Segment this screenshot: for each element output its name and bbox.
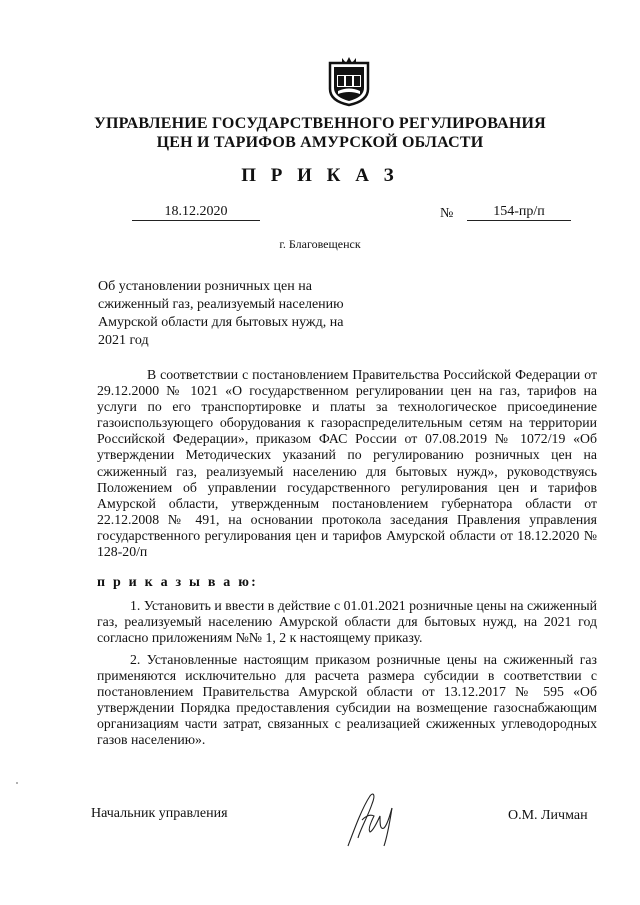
order-word: п р и к а з ы в а ю: xyxy=(97,575,258,590)
signature-icon xyxy=(340,790,406,850)
signatory-name: О.М. Личман xyxy=(508,808,588,823)
order-item-2: 2. Установленные настоящим приказом розничные цены на сжиженный газ применяются исключительно для расчета размера субсидии в соответствии с постановлением Правительства Амурской области от 13.12.2017 № 595 «Об утверждении Порядка предоставления субсидии на возмещение газоснабжающим организациям части затрат, связанных с реализацией сжиженных углеводородных газов населению». xyxy=(97,652,597,748)
document-number: 154-пр/п xyxy=(467,203,571,221)
document-type-title: П Р И К А З xyxy=(241,165,399,186)
scan-dot-mark xyxy=(14,780,20,786)
city: г. Благовещенск xyxy=(279,237,361,251)
preamble-paragraph: В соответствии с постановлением Правительства Российской Федерации от 29.12.2000 № 1021 «О государственном регулировании цен на газ, тарифов на услуги по его транспортировке и платы за технологическое присоединение газоиспользующего оборудования к газораспределительным сетям на территории Российской Федерации», приказом ФАС России от 07.08.2019 № 1072/19 «Об утверждении Методических указаний по регулированию розничных цен на сжиженный газ, реализуемый населению для бытовых нужд», руководствуясь Положением об управлении государственного регулирования цен и тарифов Амурской области, утвержденным постановлением губернатора области от 22.12.2008 № 491, на основании протокола заседания Правления управления государственного регулирования цен и тарифов Амурской области от 18.12.2020 № 128-20/п xyxy=(97,367,597,560)
signatory-title: Начальник управления xyxy=(91,806,228,821)
coat-of-arms-icon xyxy=(326,55,372,107)
organization-name xyxy=(60,114,580,152)
org-line-2: ЦЕН И ТАРИФОВ АМУРСКОЙ ОБЛАСТИ xyxy=(156,134,484,151)
org-line-1: УПРАВЛЕНИЕ ГОСУДАРСТВЕННОГО РЕГУЛИРОВАНИЯ xyxy=(94,115,546,132)
number-label: № xyxy=(440,206,454,221)
order-item-1: 1. Установить и ввести в действие с 01.01.2021 розничные цены на сжиженный газ, реализуемый населению Амурской области для бытовых нужд, на 2021 год согласно приложениям №№ 1, 2 к настоящему приказу. xyxy=(97,598,597,646)
document-date: 18.12.2020 xyxy=(132,203,260,221)
document-subject: Об установлении розничных цен на сжиженный газ, реализуемый населению Амурской области для бытовых нужд, на 2021 год xyxy=(98,279,344,348)
